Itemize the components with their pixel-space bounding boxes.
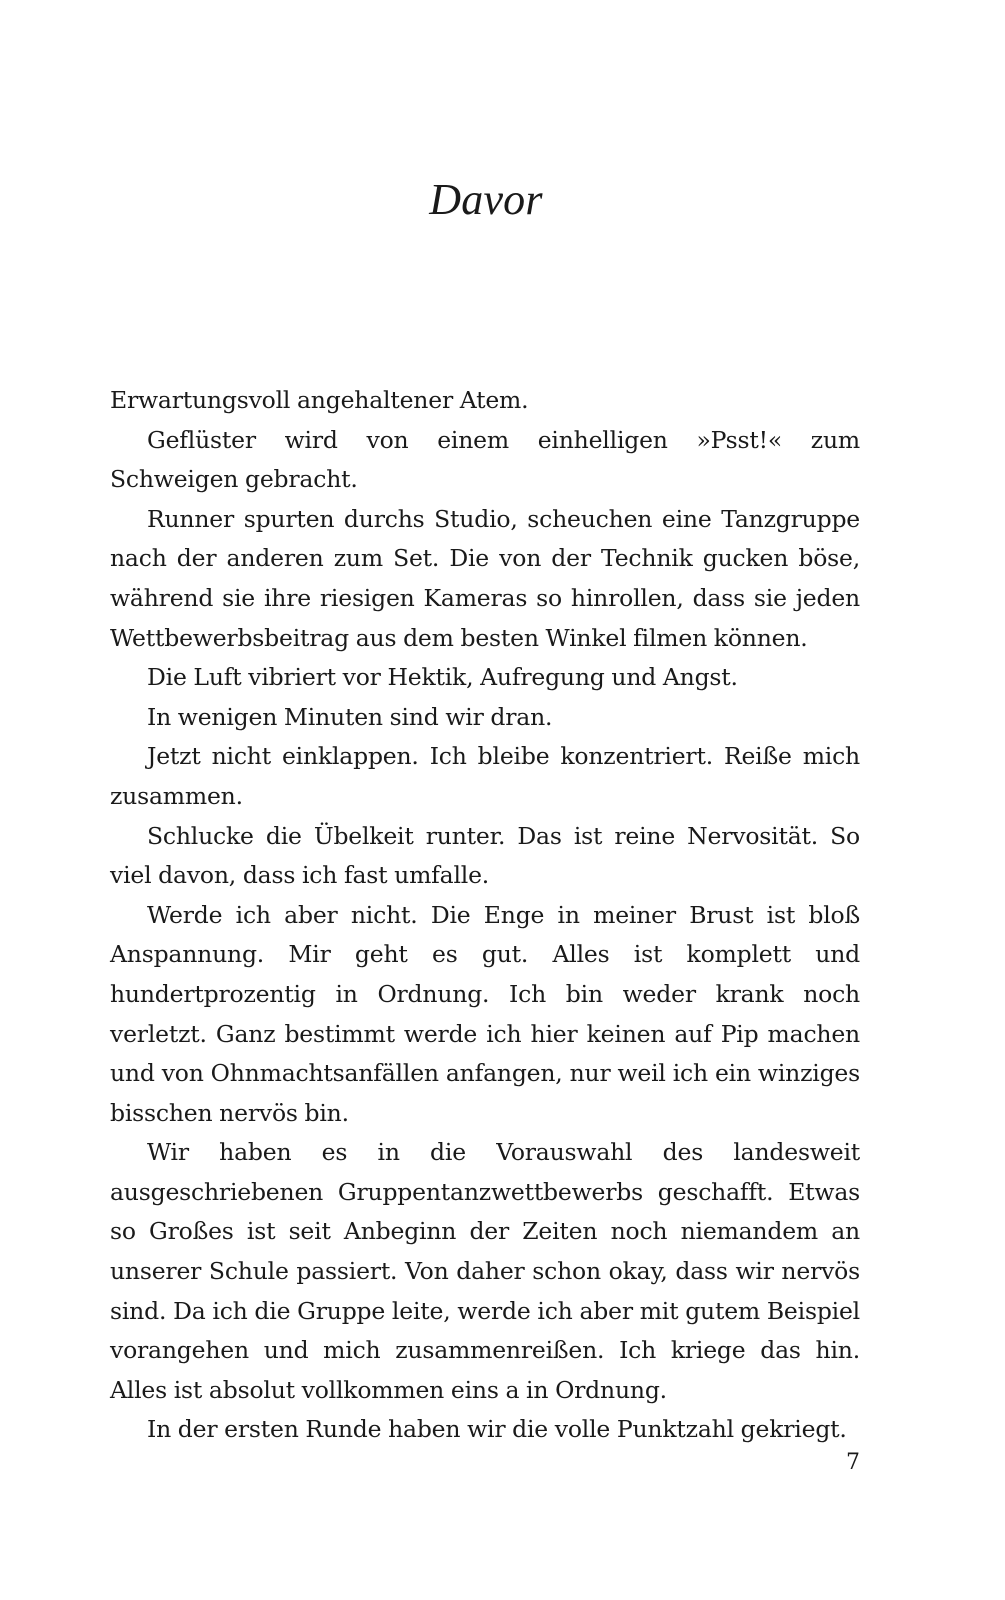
paragraph-4: Die Luft vibriert vor Hektik, Aufregung und Angst. bbox=[147, 663, 738, 692]
paragraph-1: Erwartungsvoll angehaltener Atem. bbox=[110, 386, 529, 414]
paragraph-9: Wir haben es in die Vorauswahl des landesweit ausgeschriebenen Gruppentanzwettbewerbs geschafft. Etwas so Großes ist seit Anbeginn der Zeiten noch niemandem an unserer Schule passiert. Von daher schon okay, dass wir nervös sind. Da ich die Gruppe leite, werde ich aber mit gutem Beispiel vorangehen und mich zusammenreißen. Ich kriege das hin. Alles ist absolut vollkommen eins a in Ordnung. bbox=[110, 1138, 860, 1404]
paragraph-3: Runner spurten durchs Studio, scheuchen eine Tanzgruppe nach der anderen zum Set. Die von der Technik gucken böse, während sie ihre riesigen Kameras so hinrollen, dass sie jeden Wettbewerbsbeitrag aus dem besten Winkel filmen können. bbox=[110, 504, 860, 652]
paragraph-10: In der ersten Runde haben wir die volle Punktzahl gekriegt. bbox=[147, 1415, 847, 1444]
paragraph-7: Schlucke die Übelkeit runter. Das ist reine Nervosität. So viel davon, dass ich fast umfalle. bbox=[110, 821, 860, 890]
page-number: 7 bbox=[846, 1450, 860, 1475]
body-text bbox=[110, 381, 860, 1450]
chapter-title: Davor bbox=[429, 175, 543, 224]
paragraph-2: Geflüster wird von einem einhelligen »Psst!« zum Schweigen gebracht. bbox=[110, 425, 860, 494]
paragraph-5: In wenigen Minuten sind wir dran. bbox=[147, 702, 553, 731]
paragraph-6: Jetzt nicht einklappen. Ich bleibe konzentriert. Reiße mich zusammen. bbox=[110, 742, 860, 810]
paragraph-8: Werde ich aber nicht. Die Enge in meiner Brust ist bloß Anspannung. Mir geht es gut. Alles ist komplett und hundertprozentig in Ordnung. Ich bin weder krank noch verletzt. Ganz bestimmt werde ich hier keinen auf Pip machen und von Ohnmachtsanfällen anfangen, nur weil ich ein winziges bisschen nervös bin. bbox=[110, 900, 860, 1127]
